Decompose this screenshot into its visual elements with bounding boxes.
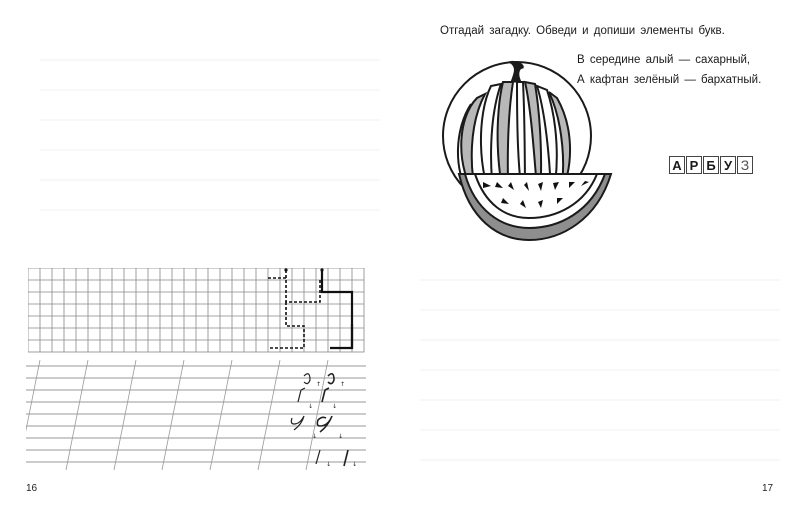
dashed-letter-trace xyxy=(268,270,320,348)
answer-letter-5: З xyxy=(737,156,753,174)
page-number-right: 17 xyxy=(762,483,774,494)
answer-letter-2: Р xyxy=(686,156,702,174)
svg-text:↑: ↑ xyxy=(316,381,322,388)
watermelon-illustration xyxy=(425,58,615,248)
instruction-text: Отгадай загадку. Обведи и допиши элементы букв. xyxy=(440,25,725,37)
answer-word-boxes xyxy=(669,156,753,174)
svg-text:↓: ↓ xyxy=(312,433,318,440)
answer-letter-3: Б xyxy=(703,156,719,174)
svg-text:↓: ↓ xyxy=(338,433,344,440)
answer-letter-4: У xyxy=(720,156,736,174)
svg-text:↑: ↑ xyxy=(340,381,346,388)
square-grid-exercise xyxy=(28,268,368,358)
svg-text:↓: ↓ xyxy=(308,403,314,410)
riddle-line-2: А кафтан зелёный — бархатный. xyxy=(577,74,762,86)
svg-text:↓: ↓ xyxy=(352,461,358,468)
riddle-line-1: В середине алый — сахарный, xyxy=(577,54,751,66)
svg-text:↓: ↓ xyxy=(332,403,338,410)
svg-text:↓: ↓ xyxy=(326,461,332,468)
watermelon-slice xyxy=(459,174,611,240)
page-number-left: 16 xyxy=(26,483,38,494)
cursive-writing-lines xyxy=(26,358,371,476)
answer-letter-1: А xyxy=(669,156,685,174)
